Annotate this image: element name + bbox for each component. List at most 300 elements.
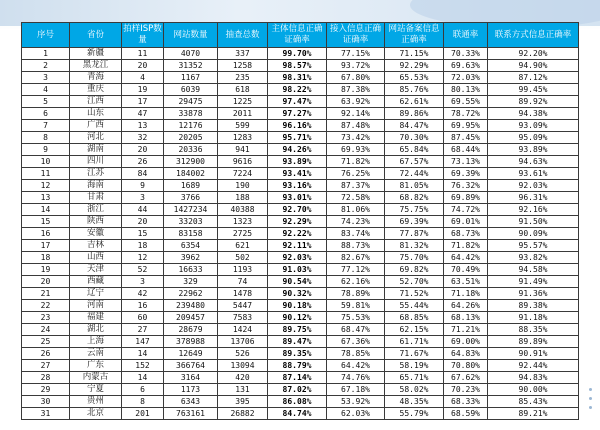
- cell-filing-accuracy: 58.02%: [385, 384, 444, 396]
- cell-sample-total: 395: [218, 396, 268, 408]
- cell-connectivity: 68.59%: [444, 408, 488, 420]
- cell-site-count: 366764: [164, 360, 218, 372]
- cell-connectivity: 76.32%: [444, 180, 488, 192]
- cell-entity-accuracy: 96.16%: [268, 120, 327, 132]
- table-row: [22, 384, 579, 396]
- cell-isp-count: 12: [122, 252, 164, 264]
- cell-filing-accuracy: 84.47%: [385, 120, 444, 132]
- cell-sample-total: 2011: [218, 108, 268, 120]
- header-sample-total: 抽查总数: [218, 23, 268, 48]
- cell-filing-accuracy: 61.71%: [385, 336, 444, 348]
- cell-isp-count: 16: [122, 300, 164, 312]
- cell-entity-accuracy: 97.27%: [268, 108, 327, 120]
- cell-contact-accuracy: 99.45%: [488, 84, 579, 96]
- cell-sample-total: 1323: [218, 216, 268, 228]
- table-row: [22, 288, 579, 300]
- cell-filing-accuracy: 75.75%: [385, 204, 444, 216]
- cell-connectivity: 69.89%: [444, 192, 488, 204]
- cell-sample-total: 526: [218, 348, 268, 360]
- cell-index: 11: [22, 168, 70, 180]
- cell-index: 15: [22, 216, 70, 228]
- cell-access-accuracy: 87.48%: [327, 120, 385, 132]
- cell-filing-accuracy: 85.76%: [385, 84, 444, 96]
- cell-site-count: 209457: [164, 312, 218, 324]
- cell-contact-accuracy: 95.57%: [488, 240, 579, 252]
- cell-filing-accuracy: 62.15%: [385, 324, 444, 336]
- table-row: [22, 120, 579, 132]
- cell-site-count: 1167: [164, 72, 218, 84]
- cell-filing-accuracy: 71.67%: [385, 348, 444, 360]
- cell-province: 贵州: [70, 396, 122, 408]
- cell-connectivity: 70.49%: [444, 264, 488, 276]
- cell-index: 21: [22, 288, 70, 300]
- cell-index: 5: [22, 96, 70, 108]
- cell-contact-accuracy: 95.09%: [488, 132, 579, 144]
- table-row: [22, 180, 579, 192]
- cell-site-count: 1689: [164, 180, 218, 192]
- cell-sample-total: 190: [218, 180, 268, 192]
- cell-filing-accuracy: 55.44%: [385, 300, 444, 312]
- cell-index: 9: [22, 144, 70, 156]
- cell-isp-count: 17: [122, 96, 164, 108]
- table-row: [22, 312, 579, 324]
- table-row: [22, 252, 579, 264]
- cell-isp-count: 20: [122, 216, 164, 228]
- cell-contact-accuracy: 90.09%: [488, 228, 579, 240]
- cell-isp-count: 14: [122, 372, 164, 384]
- cell-connectivity: 78.72%: [444, 108, 488, 120]
- cell-site-count: 3766: [164, 192, 218, 204]
- table-row: [22, 60, 579, 72]
- table-row: [22, 216, 579, 228]
- cell-contact-accuracy: 92.16%: [488, 204, 579, 216]
- corner-decoration-dots: [586, 388, 596, 418]
- cell-isp-count: 9: [122, 180, 164, 192]
- cell-entity-accuracy: 90.18%: [268, 300, 327, 312]
- table-row: [22, 84, 579, 96]
- cell-province: 辽宁: [70, 288, 122, 300]
- cell-sample-total: 13094: [218, 360, 268, 372]
- table-row: [22, 276, 579, 288]
- cell-province: 江苏: [70, 168, 122, 180]
- cell-site-count: 3962: [164, 252, 218, 264]
- cell-filing-accuracy: 52.70%: [385, 276, 444, 288]
- table-row: [22, 108, 579, 120]
- cell-connectivity: 70.33%: [444, 48, 488, 60]
- cell-entity-accuracy: 89.35%: [268, 348, 327, 360]
- cell-sample-total: 26882: [218, 408, 268, 420]
- cell-province: 湖南: [70, 144, 122, 156]
- header-entity-accuracy: 主体信息正确证确率: [268, 23, 327, 48]
- cell-province: 吉林: [70, 240, 122, 252]
- cell-index: 26: [22, 348, 70, 360]
- cell-access-accuracy: 69.93%: [327, 144, 385, 156]
- table-row: [22, 300, 579, 312]
- table-row: [22, 348, 579, 360]
- cell-index: 10: [22, 156, 70, 168]
- cell-filing-accuracy: 92.29%: [385, 60, 444, 72]
- cell-connectivity: 74.72%: [444, 204, 488, 216]
- table-row: [22, 156, 579, 168]
- cell-connectivity: 69.63%: [444, 60, 488, 72]
- cell-isp-count: 8: [122, 396, 164, 408]
- cell-connectivity: 68.33%: [444, 396, 488, 408]
- header-access-accuracy: 接入信息正确证确率: [327, 23, 385, 48]
- cell-index: 12: [22, 180, 70, 192]
- cell-access-accuracy: 59.81%: [327, 300, 385, 312]
- cell-connectivity: 71.82%: [444, 240, 488, 252]
- cell-entity-accuracy: 84.74%: [268, 408, 327, 420]
- cell-isp-count: 15: [122, 228, 164, 240]
- cell-contact-accuracy: 90.91%: [488, 348, 579, 360]
- cell-contact-accuracy: 94.90%: [488, 60, 579, 72]
- cell-contact-accuracy: 89.21%: [488, 408, 579, 420]
- cell-sample-total: 9616: [218, 156, 268, 168]
- table-row: [22, 408, 579, 420]
- header-province: 省份: [70, 23, 122, 48]
- cell-connectivity: 73.13%: [444, 156, 488, 168]
- cell-entity-accuracy: 89.47%: [268, 336, 327, 348]
- cell-province: 陕西: [70, 216, 122, 228]
- cell-contact-accuracy: 88.35%: [488, 324, 579, 336]
- cell-site-count: 378988: [164, 336, 218, 348]
- cell-access-accuracy: 71.82%: [327, 156, 385, 168]
- cell-index: 3: [22, 72, 70, 84]
- cell-site-count: 12176: [164, 120, 218, 132]
- table-row: [22, 192, 579, 204]
- cell-sample-total: 74: [218, 276, 268, 288]
- cell-sample-total: 13706: [218, 336, 268, 348]
- cell-filing-accuracy: 48.35%: [385, 396, 444, 408]
- cell-sample-total: 7224: [218, 168, 268, 180]
- cell-sample-total: 337: [218, 48, 268, 60]
- cell-connectivity: 69.39%: [444, 168, 488, 180]
- cell-index: 27: [22, 360, 70, 372]
- cell-index: 4: [22, 84, 70, 96]
- cell-connectivity: 69.55%: [444, 96, 488, 108]
- cell-sample-total: 40388: [218, 204, 268, 216]
- cell-entity-accuracy: 92.22%: [268, 228, 327, 240]
- isp-inspection-table: [21, 22, 579, 420]
- cell-isp-count: 44: [122, 204, 164, 216]
- cell-sample-total: 1225: [218, 96, 268, 108]
- cell-isp-count: 201: [122, 408, 164, 420]
- cell-province: 广东: [70, 360, 122, 372]
- cell-contact-accuracy: 91.49%: [488, 276, 579, 288]
- cell-province: 甘肃: [70, 192, 122, 204]
- cell-index: 30: [22, 396, 70, 408]
- table-row: [22, 372, 579, 384]
- table-row: [22, 72, 579, 84]
- cell-filing-accuracy: 81.32%: [385, 240, 444, 252]
- cell-index: 19: [22, 264, 70, 276]
- cell-filing-accuracy: 65.53%: [385, 72, 444, 84]
- table-row: [22, 168, 579, 180]
- cell-index: 28: [22, 372, 70, 384]
- table-row: [22, 360, 579, 372]
- cell-filing-accuracy: 77.87%: [385, 228, 444, 240]
- cell-contact-accuracy: 94.58%: [488, 264, 579, 276]
- cell-isp-count: 26: [122, 156, 164, 168]
- cell-isp-count: 19: [122, 84, 164, 96]
- cell-index: 31: [22, 408, 70, 420]
- header-contact-accuracy: 联系方式信息正确率: [488, 23, 579, 48]
- cell-index: 6: [22, 108, 70, 120]
- cell-connectivity: 87.45%: [444, 132, 488, 144]
- cell-connectivity: 64.42%: [444, 252, 488, 264]
- cell-filing-accuracy: 67.57%: [385, 156, 444, 168]
- cell-index: 20: [22, 276, 70, 288]
- table-body: [22, 48, 579, 420]
- cell-contact-accuracy: 89.89%: [488, 336, 579, 348]
- cell-isp-count: 60: [122, 312, 164, 324]
- cell-connectivity: 69.00%: [444, 336, 488, 348]
- cell-access-accuracy: 73.42%: [327, 132, 385, 144]
- cell-site-count: 6354: [164, 240, 218, 252]
- cell-isp-count: 42: [122, 288, 164, 300]
- cell-site-count: 312900: [164, 156, 218, 168]
- cell-index: 17: [22, 240, 70, 252]
- cell-filing-accuracy: 65.71%: [385, 372, 444, 384]
- cell-access-accuracy: 67.18%: [327, 384, 385, 396]
- cell-connectivity: 68.73%: [444, 228, 488, 240]
- cell-access-accuracy: 75.53%: [327, 312, 385, 324]
- cell-entity-accuracy: 89.75%: [268, 324, 327, 336]
- cell-access-accuracy: 64.42%: [327, 360, 385, 372]
- cell-connectivity: 64.83%: [444, 348, 488, 360]
- cell-site-count: 20205: [164, 132, 218, 144]
- cell-contact-accuracy: 94.38%: [488, 108, 579, 120]
- cell-index: 16: [22, 228, 70, 240]
- cell-access-accuracy: 83.74%: [327, 228, 385, 240]
- cell-contact-accuracy: 92.03%: [488, 180, 579, 192]
- table-row: [22, 264, 579, 276]
- cell-isp-count: 3: [122, 192, 164, 204]
- cell-access-accuracy: 77.12%: [327, 264, 385, 276]
- cell-access-accuracy: 77.15%: [327, 48, 385, 60]
- cell-entity-accuracy: 93.01%: [268, 192, 327, 204]
- table-row: [22, 144, 579, 156]
- cell-access-accuracy: 78.85%: [327, 348, 385, 360]
- cell-province: 天津: [70, 264, 122, 276]
- cell-index: 29: [22, 384, 70, 396]
- cell-site-count: 31352: [164, 60, 218, 72]
- cell-sample-total: 131: [218, 384, 268, 396]
- cell-filing-accuracy: 58.19%: [385, 360, 444, 372]
- cell-index: 7: [22, 120, 70, 132]
- cell-province: 海南: [70, 180, 122, 192]
- cell-site-count: 6343: [164, 396, 218, 408]
- cell-sample-total: 1424: [218, 324, 268, 336]
- cell-entity-accuracy: 91.03%: [268, 264, 327, 276]
- cell-filing-accuracy: 69.82%: [385, 264, 444, 276]
- cell-contact-accuracy: 89.92%: [488, 96, 579, 108]
- cell-isp-count: 4: [122, 72, 164, 84]
- cell-access-accuracy: 87.37%: [327, 180, 385, 192]
- cell-filing-accuracy: 68.85%: [385, 312, 444, 324]
- cell-index: 1: [22, 48, 70, 60]
- cell-access-accuracy: 92.14%: [327, 108, 385, 120]
- cell-entity-accuracy: 92.11%: [268, 240, 327, 252]
- cell-connectivity: 70.80%: [444, 360, 488, 372]
- cell-index: 25: [22, 336, 70, 348]
- cell-site-count: 184002: [164, 168, 218, 180]
- cell-site-count: 33203: [164, 216, 218, 228]
- cell-filing-accuracy: 75.70%: [385, 252, 444, 264]
- cell-contact-accuracy: 89.38%: [488, 300, 579, 312]
- cell-contact-accuracy: 87.12%: [488, 72, 579, 84]
- cell-sample-total: 618: [218, 84, 268, 96]
- cell-filing-accuracy: 70.30%: [385, 132, 444, 144]
- cell-isp-count: 27: [122, 324, 164, 336]
- cell-connectivity: 69.01%: [444, 216, 488, 228]
- cell-filing-accuracy: 71.15%: [385, 48, 444, 60]
- cell-sample-total: 1283: [218, 132, 268, 144]
- cell-connectivity: 69.95%: [444, 120, 488, 132]
- cell-site-count: 33878: [164, 108, 218, 120]
- cell-entity-accuracy: 97.47%: [268, 96, 327, 108]
- cell-filing-accuracy: 55.79%: [385, 408, 444, 420]
- table-row: [22, 228, 579, 240]
- cell-index: 23: [22, 312, 70, 324]
- cell-index: 24: [22, 324, 70, 336]
- cell-connectivity: 68.13%: [444, 312, 488, 324]
- cell-sample-total: 188: [218, 192, 268, 204]
- cell-province: 重庆: [70, 84, 122, 96]
- cell-connectivity: 80.13%: [444, 84, 488, 96]
- cell-connectivity: 70.23%: [444, 384, 488, 396]
- cell-contact-accuracy: 94.63%: [488, 156, 579, 168]
- cell-filing-accuracy: 81.05%: [385, 180, 444, 192]
- cell-site-count: 29475: [164, 96, 218, 108]
- cell-province: 西藏: [70, 276, 122, 288]
- cell-entity-accuracy: 98.57%: [268, 60, 327, 72]
- cell-entity-accuracy: 88.79%: [268, 360, 327, 372]
- cell-province: 山西: [70, 252, 122, 264]
- cell-filing-accuracy: 71.52%: [385, 288, 444, 300]
- cell-province: 山东: [70, 108, 122, 120]
- cell-contact-accuracy: 93.89%: [488, 144, 579, 156]
- cell-isp-count: 84: [122, 168, 164, 180]
- cell-access-accuracy: 67.36%: [327, 336, 385, 348]
- table-row: [22, 396, 579, 408]
- cell-province: 广西: [70, 120, 122, 132]
- cell-index: 14: [22, 204, 70, 216]
- cell-isp-count: 6: [122, 384, 164, 396]
- cell-province: 四川: [70, 156, 122, 168]
- cell-access-accuracy: 87.38%: [327, 84, 385, 96]
- cell-filing-accuracy: 62.61%: [385, 96, 444, 108]
- cell-isp-count: 3: [122, 276, 164, 288]
- cell-isp-count: 14: [122, 348, 164, 360]
- cell-contact-accuracy: 92.44%: [488, 360, 579, 372]
- cell-province: 新疆: [70, 48, 122, 60]
- header-site-count: 网站数量: [164, 23, 218, 48]
- cell-sample-total: 1478: [218, 288, 268, 300]
- table-row: [22, 204, 579, 216]
- cell-contact-accuracy: 92.20%: [488, 48, 579, 60]
- cell-entity-accuracy: 94.26%: [268, 144, 327, 156]
- cell-entity-accuracy: 87.02%: [268, 384, 327, 396]
- cell-isp-count: 147: [122, 336, 164, 348]
- cell-isp-count: 52: [122, 264, 164, 276]
- cell-connectivity: 64.26%: [444, 300, 488, 312]
- cell-access-accuracy: 88.73%: [327, 240, 385, 252]
- cell-sample-total: 941: [218, 144, 268, 156]
- cell-access-accuracy: 63.92%: [327, 96, 385, 108]
- cell-access-accuracy: 93.72%: [327, 60, 385, 72]
- cell-access-accuracy: 82.67%: [327, 252, 385, 264]
- cell-access-accuracy: 53.92%: [327, 396, 385, 408]
- cell-site-count: 329: [164, 276, 218, 288]
- cell-sample-total: 1193: [218, 264, 268, 276]
- cell-province: 宁夏: [70, 384, 122, 396]
- cell-contact-accuracy: 91.36%: [488, 288, 579, 300]
- cell-sample-total: 621: [218, 240, 268, 252]
- cell-isp-count: 32: [122, 132, 164, 144]
- cell-index: 18: [22, 252, 70, 264]
- cell-entity-accuracy: 92.03%: [268, 252, 327, 264]
- cell-entity-accuracy: 99.70%: [268, 48, 327, 60]
- cell-site-count: 239480: [164, 300, 218, 312]
- cell-site-count: 4070: [164, 48, 218, 60]
- cell-site-count: 6039: [164, 84, 218, 96]
- cell-index: 2: [22, 60, 70, 72]
- cell-isp-count: 20: [122, 60, 164, 72]
- cell-index: 8: [22, 132, 70, 144]
- cell-filing-accuracy: 89.86%: [385, 108, 444, 120]
- cell-province: 上海: [70, 336, 122, 348]
- cell-sample-total: 5447: [218, 300, 268, 312]
- cell-contact-accuracy: 93.61%: [488, 168, 579, 180]
- cell-entity-accuracy: 90.32%: [268, 288, 327, 300]
- cell-access-accuracy: 68.47%: [327, 324, 385, 336]
- cell-contact-accuracy: 94.83%: [488, 372, 579, 384]
- table-header-row: [22, 23, 579, 48]
- cell-filing-accuracy: 68.82%: [385, 192, 444, 204]
- cell-province: 安徽: [70, 228, 122, 240]
- cell-entity-accuracy: 98.22%: [268, 84, 327, 96]
- cell-entity-accuracy: 95.71%: [268, 132, 327, 144]
- cell-entity-accuracy: 87.14%: [268, 372, 327, 384]
- cell-access-accuracy: 72.58%: [327, 192, 385, 204]
- cell-entity-accuracy: 93.89%: [268, 156, 327, 168]
- cell-site-count: 763161: [164, 408, 218, 420]
- cell-province: 浙江: [70, 204, 122, 216]
- cell-site-count: 1427234: [164, 204, 218, 216]
- table-row: [22, 132, 579, 144]
- cell-contact-accuracy: 91.50%: [488, 216, 579, 228]
- cell-connectivity: 71.18%: [444, 288, 488, 300]
- cell-entity-accuracy: 93.41%: [268, 168, 327, 180]
- cell-index: 22: [22, 300, 70, 312]
- cell-contact-accuracy: 91.18%: [488, 312, 579, 324]
- cell-access-accuracy: 62.16%: [327, 276, 385, 288]
- cell-entity-accuracy: 92.29%: [268, 216, 327, 228]
- header-filing-accuracy: 网站备案信息正确率: [385, 23, 444, 48]
- cell-filing-accuracy: 69.39%: [385, 216, 444, 228]
- table-row: [22, 48, 579, 60]
- cell-isp-count: 11: [122, 48, 164, 60]
- cell-entity-accuracy: 86.08%: [268, 396, 327, 408]
- cell-sample-total: 7583: [218, 312, 268, 324]
- cell-connectivity: 71.21%: [444, 324, 488, 336]
- cell-site-count: 22962: [164, 288, 218, 300]
- cell-province: 云南: [70, 348, 122, 360]
- cell-site-count: 16633: [164, 264, 218, 276]
- cell-entity-accuracy: 90.54%: [268, 276, 327, 288]
- cell-sample-total: 420: [218, 372, 268, 384]
